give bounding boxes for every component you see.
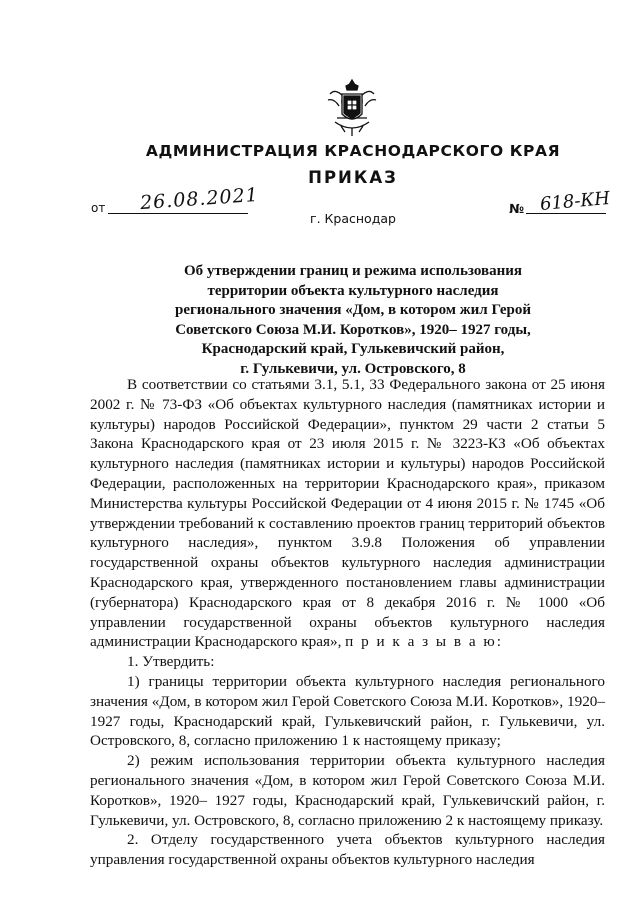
document-title [150,262,556,380]
preamble-paragraph [90,375,605,652]
item-2: 2. Отделу государственного учета объектов культурного наследия управления государственной охраны объектов культурного наследия [90,831,605,869]
preamble-text: В соответствии со статьями 3.1, 5.1, 33 Федерального закона от 25 июня 2002 г. № 73-ФЗ «Об объектах культурного наследия (памятниках истории и культуры) народов Российской Федерации», пунктом 29 части 2 статьи 5 Закона Краснодарского края от 23 июля 2015 г. № 3223-КЗ «Об объектах культурного наследия (памятниках истории и культуры) народов Российской Федерации, расположенных на территории Краснодарского края», приказом Министерства культуры Российской Федерации от 4 июня 2015 г. № 1745 «Об утверждении требований к составлению проектов границ территорий объектов культурного наследия», пунктом 3.9.8 Положения об управлении государственной охраны объектов культурного наследия администрации Краснодарского края, утвержденного постановлением главы администрации (губернатора) Краснодарского края от 8 декабря 2016 г. № 1000 «Об управлении государственной охраны объектов культурного наследия администрации Краснодарского края», [90,376,605,651]
number-label: № [509,201,525,216]
document-type: ПРИКАЗ [308,168,398,187]
item-1-2: 2) режим использования территории объекта культурного наследия регионального значения «Дом, в котором жил Герой Советского Союза М.И. Коротков», 1920– 1927 годы, Краснодарский край, Гулькевичский район, г. Гулькевичи, ул. Островского, 8, согласно приложению 2 к настоящему приказу. [90,752,605,829]
title-line: регионального значения «Дом, в котором жил Герой [174,302,531,319]
coat-of-arms-emblem [325,76,379,138]
item-1: 1. Утвердить: [127,653,215,671]
title-line: г. Гулькевичи, ул. Островского, 8 [240,360,466,377]
date-label: от [91,201,106,215]
city-name: г. Краснодар [310,211,396,226]
title-line: Краснодарский край, Гулькевичский район, [201,341,505,358]
order-word: п р и к а з ы в а ю: [345,633,503,651]
title-line: территории объекта культурного наследия [207,282,499,299]
title-line: Советского Союза М.И. Коротков», 1920– 1927 годы, [175,321,531,338]
item-1-1: 1) границы территории объекта культурного наследия регионального значения «Дом, в котором жил Герой Советского Союза М.И. Коротков», 1920–1927 годы, Краснодарский край, Гулькевичский район, г. Гулькевичи, ул. Островского, 8, согласно приложению 1 к настоящему приказу; [90,672,605,750]
title-line: Об утверждении границ и режима использования [184,263,522,279]
number-underline [526,213,606,214]
handwritten-date: 26.08.2021 [139,183,260,215]
handwritten-number: 618-КН [539,187,611,216]
organization-name: АДМИНИСТРАЦИЯ КРАСНОДАРСКОГО КРАЯ [145,142,561,160]
document-body [90,375,605,870]
